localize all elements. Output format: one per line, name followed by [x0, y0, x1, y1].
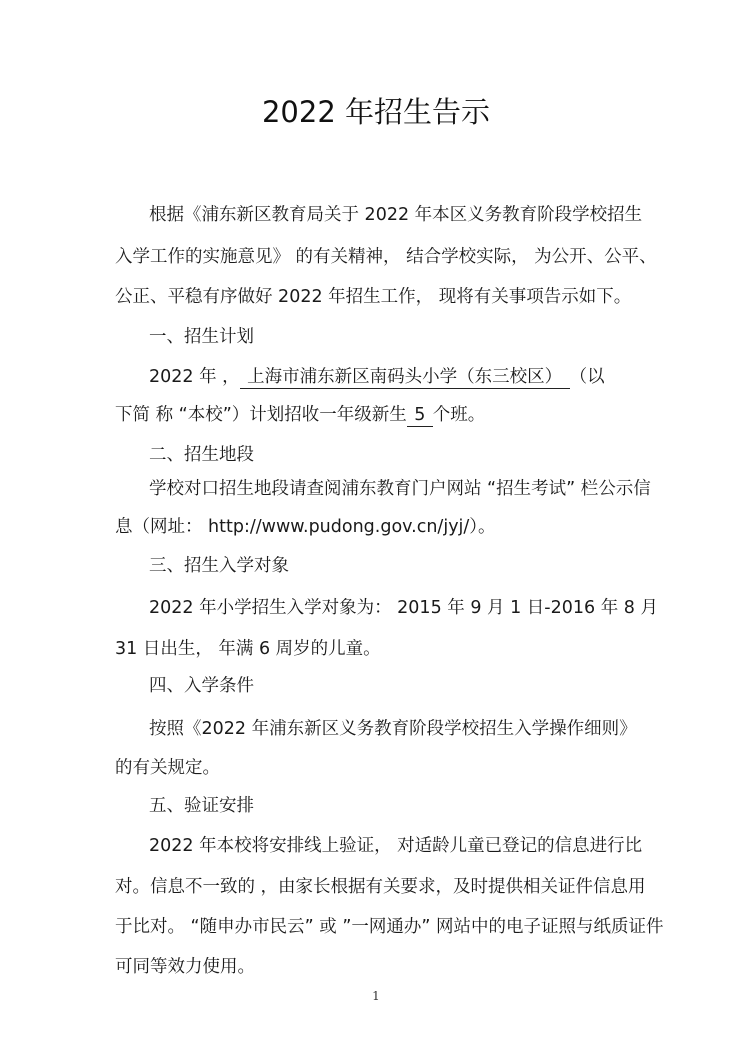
section-5-line-4: 可同等效力使用。: [115, 957, 255, 977]
section-1-line-1: [149, 362, 605, 392]
intro-line-1: 根据《浦东新区教育局关于 2022 年本区义务教育阶段学校招生: [149, 205, 643, 225]
section-1-line-2-prefix: 下简 称 “本校”）计划招收一年级新生: [115, 405, 407, 425]
section-2-heading: 二、招生地段: [149, 445, 254, 465]
page-title: 2022 年招生告示: [261, 95, 491, 129]
page-number: 1: [372, 989, 380, 1003]
section-1-line-2: [115, 400, 485, 430]
section-1-line-1-suffix: （以: [569, 367, 605, 387]
section-1-heading: 一、招生计划: [149, 327, 254, 347]
section-5-line-1: 2022 年本校将安排线上验证， 对适龄儿童已登记的信息进行比: [149, 836, 643, 856]
school-name-blank: 上海市浦东新区南码头小学（东三校区）: [240, 366, 570, 389]
section-3-line-1: 2022 年小学招生入学对象为： 2015 年 9 月 1 日-2016 年 8 月: [149, 598, 658, 618]
section-3-line-2: 31 日出生， 年满 6 周岁的儿童。: [115, 639, 381, 659]
section-5-line-2: 对。信息不一致的 ，由家长根据有关要求，及时提供相关证件信息用: [115, 877, 646, 897]
class-count-blank: 5: [407, 404, 433, 427]
section-1-line-2-suffix: 个班。: [432, 405, 486, 425]
section-2-line-2: 息（网址： http://www.pudong.gov.cn/jyj/）。: [115, 517, 496, 537]
section-4-line-2: 的有关规定。: [115, 758, 220, 778]
section-5-line-3: 于比对。 “随申办市民云” 或 ”一网通办” 网站中的电子证照与纸质证件: [115, 917, 664, 937]
section-3-heading: 三、招生入学对象: [149, 556, 289, 576]
intro-line-2: 入学工作的实施意见》 的有关精神， 结合学校实际， 为公开、公平、: [115, 247, 657, 267]
section-2-line-1: 学校对口招生地段请查阅浦东教育门户网站 “招生考试” 栏公示信: [149, 479, 651, 499]
section-4-line-1: 按照《2022 年浦东新区义务教育阶段学校招生入学操作细则》: [149, 719, 637, 739]
section-1-line-1-prefix: 2022 年 ，: [149, 367, 240, 387]
intro-line-3: 公正、平稳有序做好 2022 年招生工作， 现将有关事项告示如下。: [115, 287, 632, 307]
section-5-heading: 五、验证安排: [149, 796, 254, 816]
section-4-heading: 四、入学条件: [149, 676, 254, 696]
